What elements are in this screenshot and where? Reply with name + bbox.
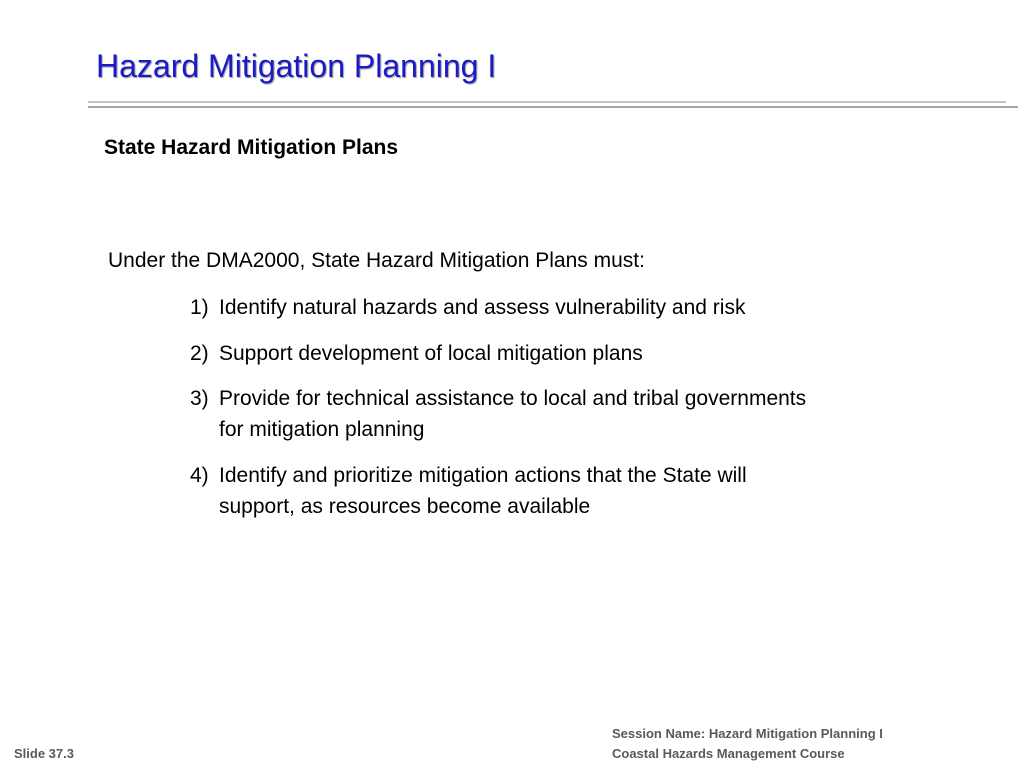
list-item-text: Identify natural hazards and assess vulnerability and risk [219,296,746,319]
list-item [190,338,970,369]
list-item-text: Provide for technical assistance to local and tribal governments [219,387,807,410]
title-divider-dark [88,106,1018,108]
course-name: Coastal Hazards Management Course [612,746,845,761]
session-name: Session Name: Hazard Mitigation Planning I [612,726,883,741]
list-item-number: 4) [190,464,209,487]
list-item-continuation: support, as resources become available [219,495,591,518]
intro-text: Under the DMA2000, State Hazard Mitigation Plans must: [108,249,645,272]
list-item-continuation: for mitigation planning [219,418,425,441]
list-item-number: 2) [190,342,209,365]
list-item [190,460,970,522]
slide-number: Slide 37.3 [14,746,74,761]
title-divider-light [88,101,1006,103]
list-item [190,383,970,445]
slide-title: Hazard Mitigation Planning I [96,48,497,84]
list-item-number: 3) [190,387,209,410]
footer-course-info [612,724,883,764]
list-item [190,292,970,323]
list-item-number: 1) [190,296,209,319]
slide-subtitle: State Hazard Mitigation Plans [104,136,399,159]
list-item-text: Identify and prioritize mitigation actions that the State will [219,464,747,487]
list-item-text: Support development of local mitigation plans [219,342,643,365]
